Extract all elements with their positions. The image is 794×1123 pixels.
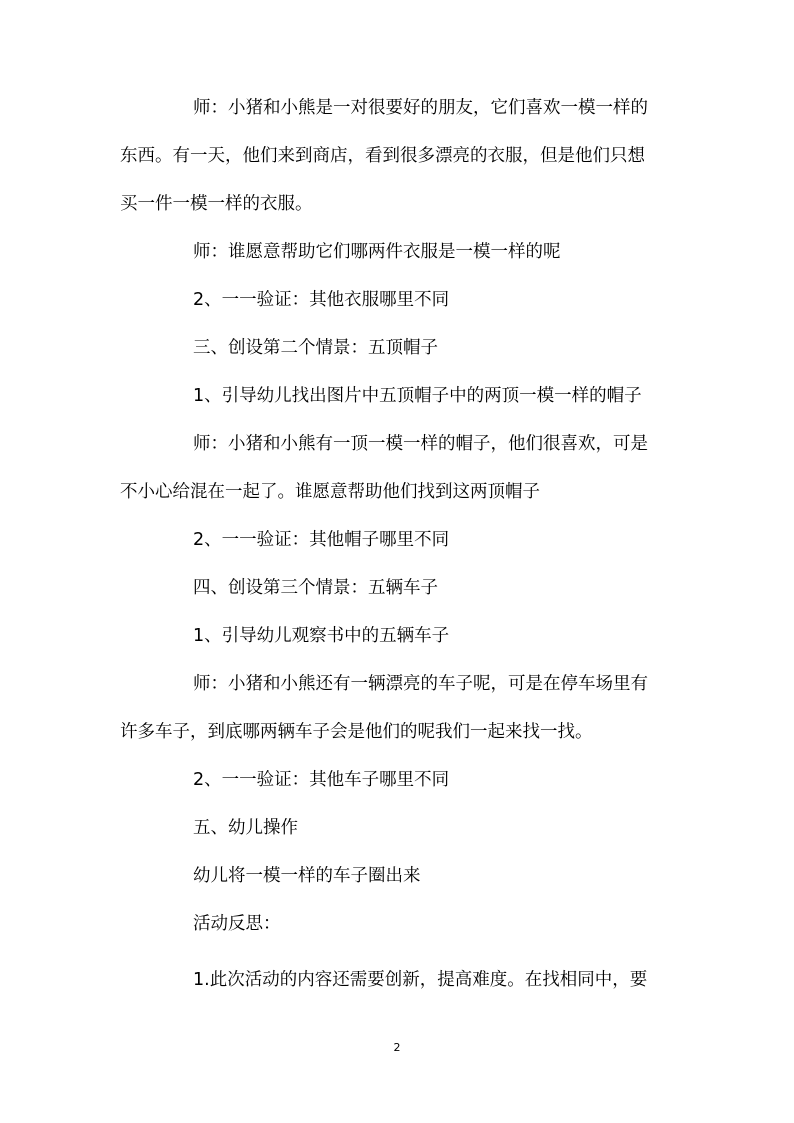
paragraph-9-line-1: 1、引导幼儿观察书中的五辆车子 [193,626,450,646]
paragraph-6-line-2: 不小心给混在一起了。谁愿意帮助他们找到这两顶帽子 [120,482,540,502]
paragraph-11-line-1: 2、一一验证：其他车子哪里不同 [193,770,450,790]
paragraph-7-line-1: 2、一一验证：其他帽子哪里不同 [193,530,450,550]
page-number: 2 [393,1041,401,1054]
paragraph-4 [120,324,675,372]
paragraph-12 [120,804,675,852]
paragraph-5 [120,372,675,420]
paragraph-3 [120,276,675,324]
paragraph-5-line-1: 1、引导幼儿找出图片中五顶帽子中的两顶一模一样的帽子 [193,386,642,406]
paragraph-11 [120,756,675,804]
paragraph-8-line-1: 四、创设第三个情景：五辆车子 [193,578,438,598]
paragraph-1-line-3: 买一件一模一样的衣服。 [120,194,313,214]
paragraph-10-line-2: 许多车子，到底哪两辆车子会是他们的呢我们一起来找一找。 [120,722,593,742]
paragraph-9 [120,612,675,660]
paragraph-14-line-1: 活动反思： [193,914,281,934]
paragraph-8 [120,564,675,612]
paragraph-6-line-1: 师：小猪和小熊有一顶一模一样的帽子，他们很喜欢，可是 [193,434,648,454]
paragraph-4-line-1: 三、创设第二个情景：五顶帽子 [193,338,438,358]
paragraph-1 [120,84,675,228]
paragraph-2 [120,228,675,276]
paragraph-13 [120,852,675,900]
paragraph-7 [120,516,675,564]
paragraph-6 [120,420,675,516]
paragraph-1-line-1: 师：小猪和小熊是一对很要好的朋友，它们喜欢一模一样的 [193,98,648,118]
paragraph-15 [120,956,675,1004]
paragraph-14 [120,900,675,948]
paragraph-2-line-1: 师：谁愿意帮助它们哪两件衣服是一模一样的呢 [193,242,561,262]
paragraph-13-line-1: 幼儿将一模一样的车子圈出来 [193,866,421,886]
paragraph-3-line-1: 2、一一验证：其他衣服哪里不同 [193,290,450,310]
paragraph-12-line-1: 五、幼儿操作 [193,818,298,838]
paragraph-10 [120,660,675,756]
paragraph-15-line-1: 1.此次活动的内容还需要创新，提高难度。在找相同中，要 [193,970,648,990]
paragraph-10-line-1: 师：小猪和小熊还有一辆漂亮的车子呢，可是在停车场里有 [193,674,648,694]
paragraph-1-line-2: 东西。有一天，他们来到商店，看到很多漂亮的衣服，但是他们只想 [120,146,645,166]
